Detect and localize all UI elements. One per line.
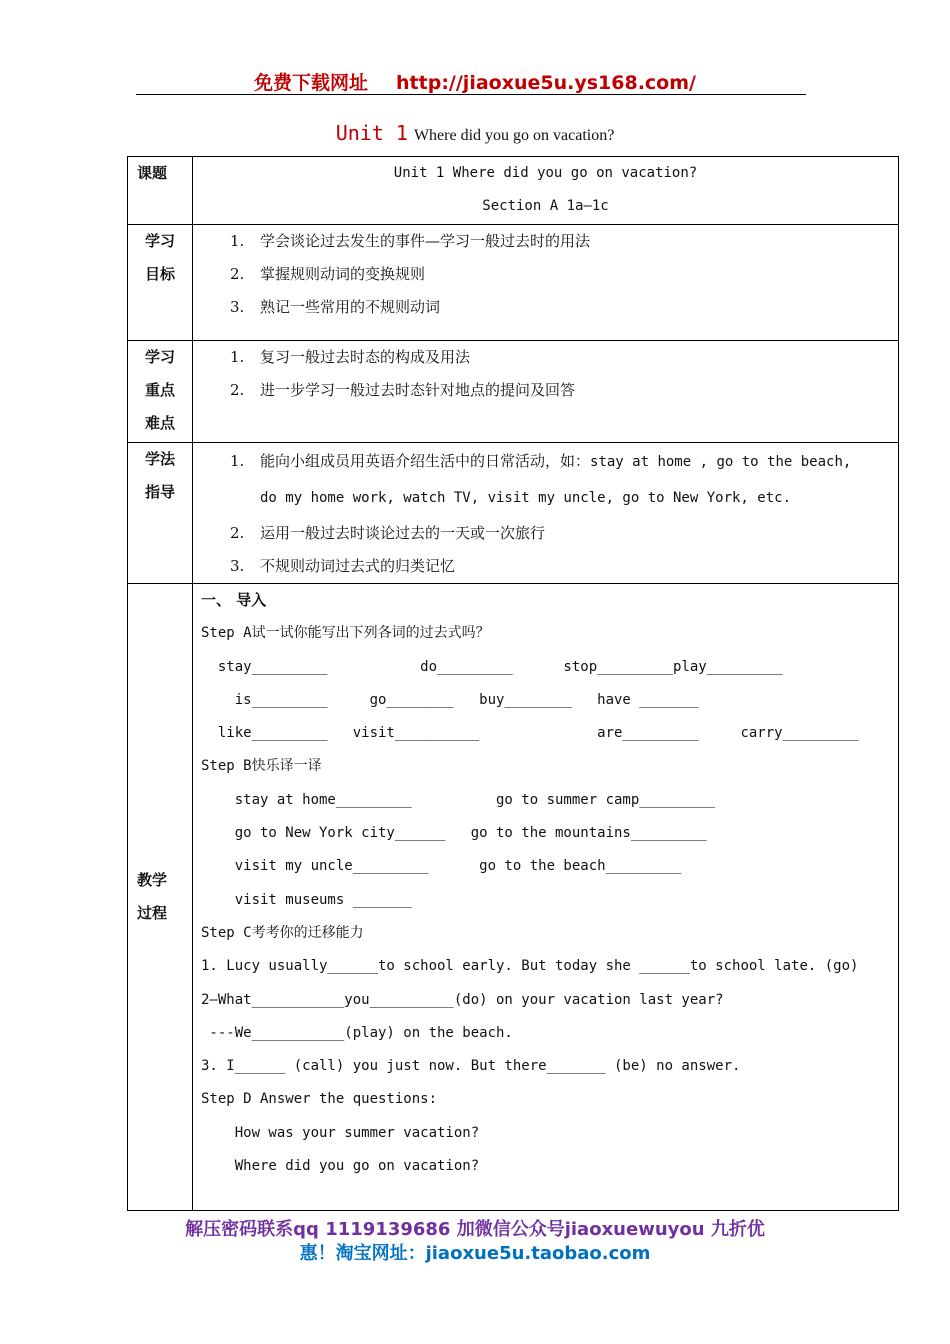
label-goals: 学习 目标: [128, 225, 193, 341]
list-item: 3. 熟记一些常用的不规则动词: [230, 298, 441, 316]
process-content: [193, 584, 899, 1211]
process-line: 1. Lucy usually______to school early. But today she ______to school late. (go): [201, 958, 859, 975]
footer-line-2[interactable]: 惠！淘宝网址：jiaoxue5u.taobao.com: [299, 1243, 651, 1264]
process-line: Step B快乐译一译: [201, 758, 322, 775]
topic-content: [193, 157, 899, 225]
topic-line-1: Unit 1 Where did you go on vacation?: [393, 165, 698, 181]
lesson-plan-table: [127, 156, 899, 1211]
header-site-label: 免费下载网址: [254, 72, 369, 94]
focus-list: [193, 341, 899, 443]
process-line: visit museums _______: [201, 891, 412, 908]
list-item: 3. 不规则动词过去式的归类记忆: [230, 557, 456, 575]
process-line: go to New York city______ go to the mountains_________: [201, 825, 707, 842]
list-item: 1. 能向小组成员用英语介绍生活中的日常活动，如：stay at home , go to the beach,: [230, 452, 852, 470]
list-item: 2. 掌握规则动词的变换规则: [230, 265, 426, 283]
page-footer: [0, 1218, 950, 1266]
process-line: 3. I______ (call) you just now. But there_______ (be) no answer.: [201, 1058, 741, 1075]
row-goals: [128, 225, 899, 341]
process-line: 2—What___________you__________(do) on your vacation last year?: [201, 991, 724, 1008]
row-focus: [128, 341, 899, 443]
list-item: 2. 运用一般过去时谈论过去的一天或一次旅行: [230, 524, 546, 542]
process-line: Step C考考你的迁移能力: [201, 924, 364, 941]
label-method: 学法 指导: [128, 443, 193, 584]
label-topic: 课题: [128, 157, 193, 225]
process-line: is_________ go________ buy________ have _______: [201, 691, 699, 708]
row-topic: [128, 157, 899, 225]
header-url-link[interactable]: http://jiaoxue5u.ys168.com/: [396, 72, 696, 94]
process-line: Step D Answer the questions:: [201, 1091, 438, 1108]
row-process: [128, 584, 899, 1211]
header-divider: [136, 94, 806, 95]
label-focus: 学习 重点 难点: [128, 341, 193, 443]
process-line: stay_________ do_________ stop_________play_________: [201, 658, 783, 675]
process-line: ---We___________(play) on the beach.: [201, 1024, 513, 1041]
title-text: Where did you go on vacation?: [413, 127, 615, 144]
process-line: How was your summer vacation?: [201, 1124, 480, 1141]
row-method: [128, 443, 899, 584]
page-header: [0, 68, 950, 95]
list-item: 1. 复习一般过去时态的构成及用法: [230, 348, 471, 366]
section-heading: 一、 导入: [201, 591, 267, 609]
process-line: like_________ visit__________ are_________ carry_________: [201, 725, 859, 742]
list-item: 2. 进一步学习一般过去时态针对地点的提问及回答: [230, 381, 576, 399]
footer-line-1: 解压密码联系qq 1119139686 加微信公众号jiaoxuewuyou 九折优: [185, 1219, 765, 1240]
list-item-continuation: do my home work, watch TV, visit my uncle, go to New York, etc.: [260, 490, 792, 506]
label-process: 教学 过程: [128, 584, 193, 1211]
goals-list: [193, 225, 899, 341]
page-title: [0, 121, 950, 145]
topic-line-2: Section A 1a—1c: [482, 198, 609, 214]
process-line: Where did you go on vacation?: [201, 1158, 480, 1175]
list-item: 1. 学会谈论过去发生的事件—学习一般过去时的用法: [230, 232, 591, 250]
process-line: visit my uncle_________ go to the beach_________: [201, 858, 682, 875]
method-list: [193, 443, 899, 584]
process-line: stay at home_________ go to summer camp_________: [201, 791, 716, 808]
title-unit: Unit 1: [335, 121, 408, 145]
process-line: Step A试一试你能写出下列各词的过去式吗？: [201, 625, 490, 642]
